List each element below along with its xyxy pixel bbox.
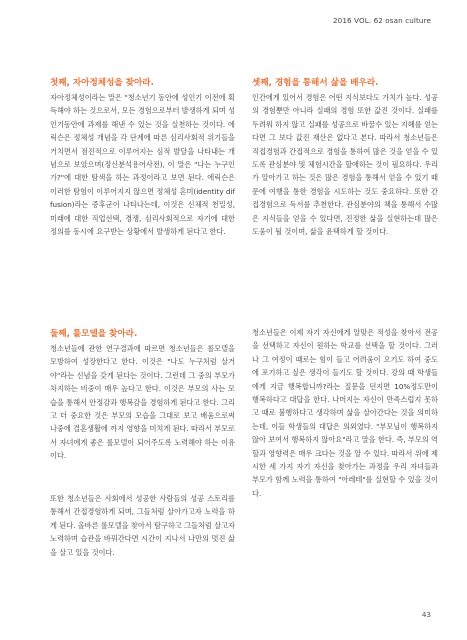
section-body-rolemodel-1: 청소년들에 관한 연구결과에 따르면 청소년들은 롤모델을 모방하여 성장한다고 한다. 이것은 "나도 누구처럼 살거야"라는 신념을 갖게 된다는 것이다. 그런데 그 중의 부모가 차지하는 비중이 매우 높다고 한다. 이것은 부모의 사는 모습을 통해서 안정감과 행복감을 경험하게 된다고 한다. 그리고 더 중요한 것은 부모의 모습을 그대로 보고 배움으로써 나중에 결혼생활에 까지 영향을 미치게 된다. 따라서 부모로서 자녀에게 좋은 롤모델이 되어주도록 노력해야 하는 이유이다. (50, 344, 235, 461)
page-number: 43 (421, 610, 431, 619)
section-body-experience: 인간에게 있어서 경험은 어떤 지식보다도 가치가 높다. 성공의 경험뿐만 아니라 실패의 경험 또한 값진 것이다. 실패를 두려워 하지 않고 실패를 성공으로 바꿀수 있는 지혜를 얻는다면 그 보다 값진 재산은 없다고 본다. 따라서 청소년들은 직접경험과 간접적으로 경험을 통하여 많은 것을 얻을 수 있도록 관심분야 및 체험시간을 할애하는 것이 필요하다. 우리가 알아가고 하는 것은 많은 경험을 통해서 얻을 수 있기 때문에 여행을 통한 경험을 시도하는 것도 중요하다. 또한 간접경험으로 독서를 추천한다. 관심분야의 책을 통해서 수많은 지식들을 얻을 수 있다면, 진정한 삶을 실현하는데 많은 도움이 될 것이며, 삶을 윤택하게 할 것이다. (252, 93, 438, 237)
section-body-identity: 자아정체성이라는 말은 "청소년기 동안에 성인기 이전에 획득해야 하는 것으로서, 모든 경험으로부터 발생하게 되며 성인기동안에 과제를 해낸 수 있는 것을 실천하는 것이다. 에릭슨은 정체성 개념을 각 단계에 따른 심리사회적 위기들을 거치면서 점진적으로 이루어지는 심적 발달을 나타내는 개념으로 보았으며(정신분석용어사전), 이 말은 "나는 누구인가?"에 대한 탐색을 하는 과정이라고 보면 된다. 에릭슨은 이러한 탐험이 이루어지지 않으면 정체성 혼미(identity diffusion)라는 증후군이 나타나는데, 이것은 신체적 천밀성, 미래에 대한 직업선택, 경쟁, 심리사회적으로 자기에 대한 정의를 동시에 요구받는 상황에서 발생하게 된다고 한다. (50, 93, 235, 237)
section-body-conclusion: 청소년들은 이제 자기 자신에게 알맞은 적성을 찾아서 전공을 선택하고 자신이 원하는 학교를 선택을 할 것이다. 그러나 그 여정이 때로는 힘이 들고 어려움이 오기도 하여 중도에 포기하고 싶은 생각이 들기도 할 것이다. 강의 때 학생들에게 지금 행복합니까?라는 질문을 던지면 10%정도만이 행복하다고 대답을 한다. 나머지는 자신이 만족스럽지 못하고 때로 불행하다고 생각하며 삶을 살아간다는 것을 의미하는데, 이들 학생들의 대답은 의외였다. "부모님이 행복하지 않아 보여서 행복하지 않아요"라고 말을 한다. 즉, 부모의 역할과 영향력은 매우 크다는 것을 알 수 있다. 따라서 위에 제시한 세 가지 자기 자신을 찾아가는 과정을 우리 자녀들과 부모가 함께 노력을 통하여 "아레테"를 실현할 수 있을 것이다. (252, 328, 438, 498)
section-body-rolemodel-2: 또한 청소년들은 사회에서 성공한 사람들의 성공 스토리를 통해서 간접경험하게 되며, 그들처럼 살아가고자 노력을 하게 된다. 올바른 롤모델을 찾아서 탐구하고 그들처럼 살고자 노력하며 습관을 바꿔간다면 시간이 지나서 나만의 멋진 삶을 살고 있을 것이다. (50, 494, 235, 557)
issue-header: 2016 VOL. 62 osan culture (332, 16, 431, 25)
section-heading-experience: 셋째, 경험을 통해서 삶을 배우라. (252, 78, 379, 88)
section-heading-identity: 첫째, 자아정체성을 찾아라. (50, 78, 154, 88)
section-heading-rolemodel: 둘째, 롤모델을 찾아라. (50, 329, 138, 339)
